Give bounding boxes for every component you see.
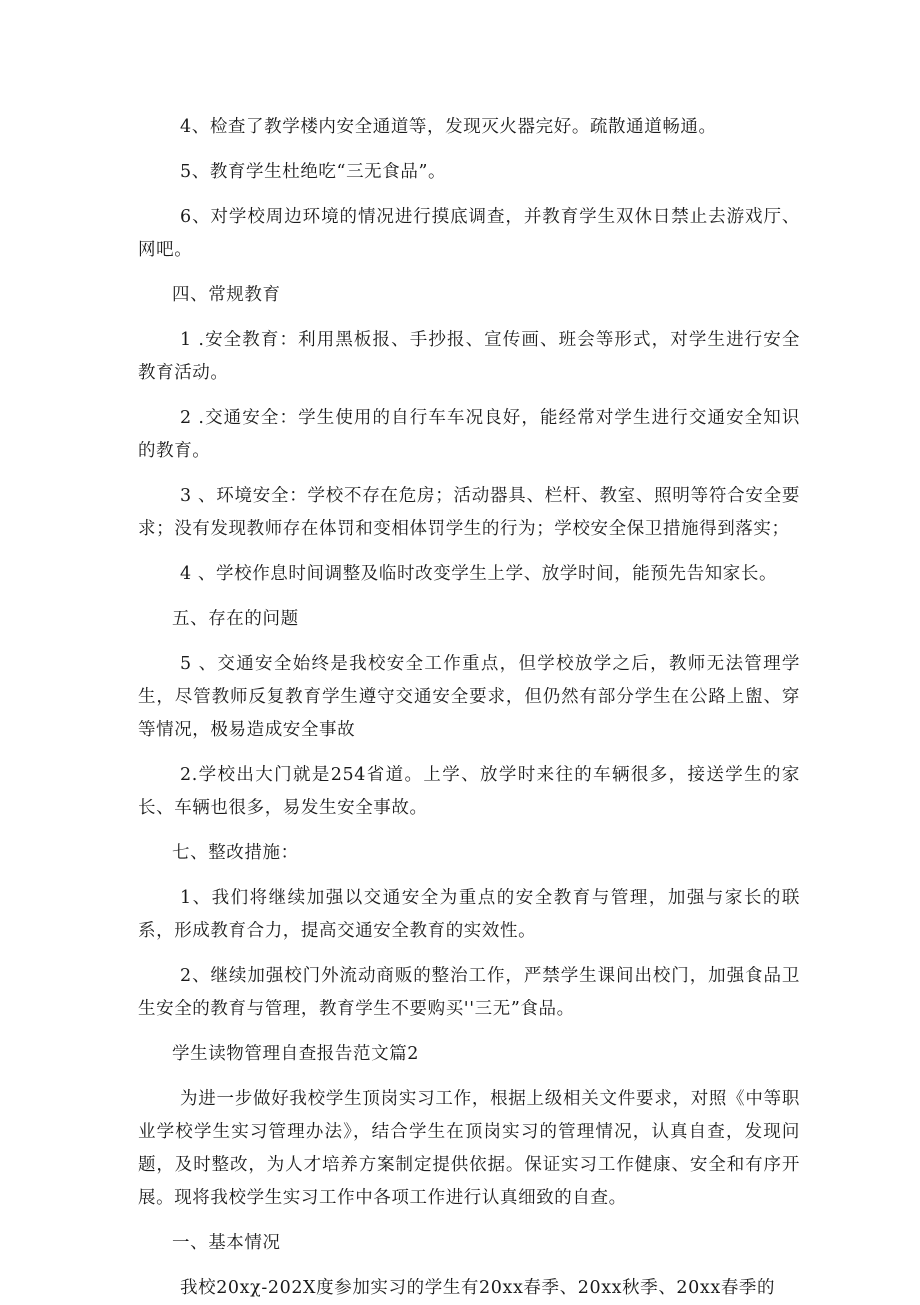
paragraph: 2.学校出大门就是254省道。上学、放学时来往的车辆很多，接送学生的家长、车辆也很多，易发生安全事故。 [138, 765, 800, 818]
paragraph: 5、教育学生杜绝吃“三无食品”。 [180, 162, 447, 182]
paragraph: 我校20xχ-202X度参加实习的学生有20xx春季、20xx秋季、20xx春季的 [180, 1278, 776, 1298]
paragraph: 1 .安全教育：利用黑板报、手抄报、宣传画、班会等形式，对学生进行安全教育活动。 [138, 330, 800, 383]
paragraph: 6、对学校周边环境的情况进行摸底调查，并教育学生双休日禁止去游戏厅、网吧。 [138, 207, 800, 260]
section-heading: 七、整改措施： [172, 843, 299, 863]
paragraph: 4、检查了教学楼内安全通道等，发现灭火器完好。疏散通道畅通。 [180, 117, 717, 137]
paragraph: 1、我们将继续加强以交通安全为重点的安全教育与管理，加强与家长的联系，形成教育合力，提高交通安全教育的实效性。 [138, 888, 800, 941]
paragraph: 2、继续加强校门外流动商贩的整治工作，严禁学生课间出校门，加强食品卫生安全的教育与管理，教育学生不要购买''三无”食品。 [138, 966, 800, 1019]
paragraph: 3 、环境安全：学校不存在危房；活动器具、栏杆、教室、照明等符合安全要求；没有发现教师存在体罚和变相体罚学生的行为；学校安全保卫措施得到落实； [138, 486, 800, 539]
section-heading: 四、常规教育 [172, 285, 281, 305]
paragraph: 4 、学校作息时间调整及临时改变学生上学、放学时间，能预先告知家长。 [180, 564, 778, 584]
section-heading: 一、基本情况 [172, 1233, 281, 1253]
paragraph: 5 、交通安全始终是我校安全工作重点，但学校放学之后，教师无法管理学生，尽管教师反复教育学生遵守交通安全要求，但仍然有部分学生在公路上盥、穿等情况，极易造成安全事故 [138, 654, 800, 740]
paragraph: 2 .交通安全：学生使用的自行车车况良好，能经常对学生进行交通安全知识的教育。 [138, 408, 800, 461]
paragraph: 为进一步做好我校学生顶岗实习工作，根据上级相关文件要求，对照《中等职业学校学生实习管理办法》，结合学生在顶岗实习的管理情况，认真自查，发现问题，及时整改，为人才培养方案制定提供依据。保证实习工作健康、安全和有序开展。现将我校学生实习工作中各项工作进行认真细致的自查。 [138, 1089, 800, 1208]
document-title: 学生读物管理自查报告范文篇2 [172, 1044, 420, 1064]
section-heading: 五、存在的问题 [172, 609, 299, 629]
